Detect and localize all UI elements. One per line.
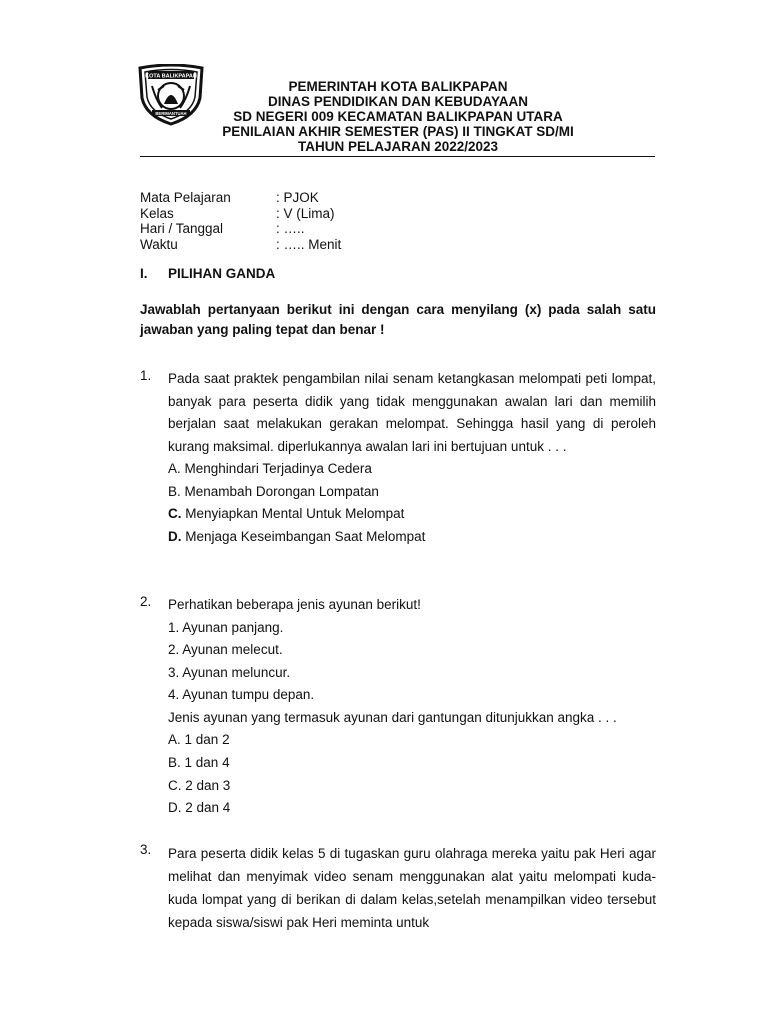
info-value: : PJOK [276, 190, 319, 205]
question-stem: Pada saat praktek pengambilan nilai senam ketangkasan melompati peti lompat, banyak para peserta didik yang tidak menggunakan awalan lari dan memilih berjalan saat melakukan gerakan melompat. Sehingga hasil yang di peroleh kurang maksimal. diperlukannya awalan lari ini bertujuan untuk . . . [168, 371, 656, 454]
option-c[interactable] [168, 775, 656, 798]
info-label: Kelas [140, 205, 174, 221]
question-number: 3. [140, 842, 152, 857]
info-row [140, 237, 341, 253]
info-label: Mata Pelajaran [140, 190, 231, 205]
section-number: I. [140, 266, 148, 281]
option-text: Menghindari Terjadinya Cedera [184, 461, 372, 476]
question-stem: Para peserta didik kelas 5 di tugaskan guru olahraga mereka yaitu pak Heri agar melihat dan menyimak video senam menggunakan alat yaitu melompati kuda-kuda lompat yang di berikan di dalam kelas,setelah menampilkan video tersebut kepada siswa/siswi pak Heri meminta untuk [168, 846, 656, 930]
exam-info [140, 190, 341, 252]
question-2 [140, 594, 656, 820]
option-b[interactable] [168, 481, 656, 504]
question-3 [140, 842, 656, 934]
option-text: 2 dan 3 [185, 777, 231, 793]
option-a[interactable] [168, 729, 656, 752]
option-d[interactable] [168, 797, 656, 820]
letterhead-line: TAHUN PELAJARAN 2022/2023 [297, 139, 499, 154]
info-label: Hari / Tanggal [140, 221, 224, 236]
option-b[interactable] [168, 752, 656, 775]
list-item: 1. Ayunan panjang. [168, 619, 284, 635]
option-letter: B. [168, 483, 181, 499]
list-item: 3. Ayunan meluncur. [168, 664, 291, 680]
emblem-top-text: KOTA BALIKPAPAN [145, 73, 197, 80]
letterhead-line: PEMERINTAH KOTA BALIKPAPAN [288, 79, 508, 94]
letterhead-line: PENILAIAN AKHIR SEMESTER (PAS) II TINGKAT SD/MI [222, 124, 574, 139]
option-c[interactable] [168, 503, 656, 526]
section-heading [140, 266, 275, 281]
list-item: 4. Ayunan tumpu depan. [168, 687, 315, 703]
option-letter: B. [168, 755, 181, 771]
info-row [140, 190, 341, 206]
info-row [140, 221, 341, 237]
letterhead [140, 79, 656, 154]
option-text: 2 dan 4 [185, 800, 231, 816]
option-text: 1 dan 2 [184, 732, 230, 748]
info-label: Waktu [140, 236, 178, 252]
question-prompt: Jenis ayunan yang termasuk ayunan dari gantungan ditunjukkan angka . . . [168, 709, 617, 725]
info-row [140, 206, 341, 222]
option-d[interactable] [168, 526, 656, 549]
info-value: : V (Lima) [276, 205, 335, 221]
letterhead-line: SD NEGERI 009 KECAMATAN BALIKPAPAN UTARA [233, 109, 563, 124]
option-letter: A. [168, 461, 181, 476]
question-number: 1. [140, 368, 152, 383]
emblem-bottom-text: BERIMANTUAH [155, 111, 187, 116]
option-letter: D. [168, 800, 182, 816]
option-text: 1 dan 4 [184, 755, 230, 771]
question-1 [140, 368, 656, 548]
option-text: Menambah Dorongan Lompatan [184, 483, 379, 499]
option-text: Menjaga Keseimbangan Saat Melompat [185, 528, 426, 544]
question-stem: Perhatikan beberapa jenis ayunan berikut! [168, 597, 421, 612]
header-divider [140, 156, 655, 157]
section-title: PILIHAN GANDA [168, 266, 276, 281]
option-letter: D. [168, 528, 182, 544]
option-text: Menyiapkan Mental Untuk Melompat [185, 506, 405, 522]
question-number: 2. [140, 594, 152, 609]
option-a[interactable] [168, 458, 656, 481]
option-letter: C. [168, 777, 182, 793]
option-letter: A. [168, 732, 181, 748]
info-value: : ….. Menit [276, 236, 342, 252]
info-value: : ….. [276, 221, 305, 236]
list-item: 2. Ayunan melecut. [168, 642, 283, 658]
option-letter: C. [168, 506, 182, 522]
letterhead-line: DINAS PENDIDIKAN DAN KEBUDAYAAN [267, 94, 529, 109]
instructions: Jawablah pertanyaan berikut ini dengan cara menyilang (x) pada salah satu jawaban yang paling tepat dan benar ! [140, 302, 656, 337]
